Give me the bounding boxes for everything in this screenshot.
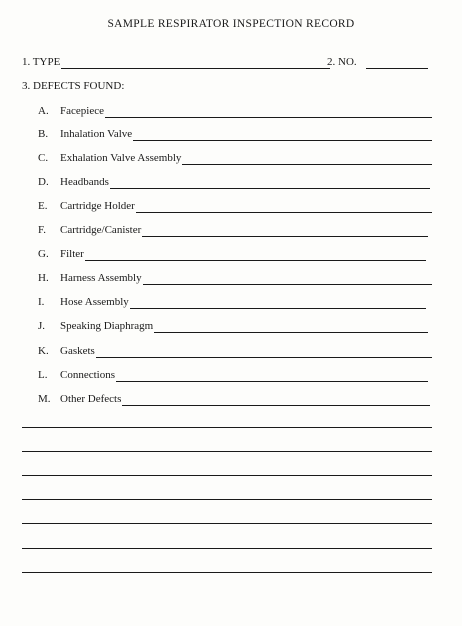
defect-row-speaking-diaphragm <box>38 319 428 333</box>
defect-label: E. Cartridge Holder <box>38 200 135 212</box>
notes-line[interactable] <box>22 548 432 549</box>
defect-field[interactable] <box>116 370 428 382</box>
defect-row-other-defects <box>38 392 430 406</box>
defect-field[interactable] <box>96 346 432 358</box>
defect-row-headbands <box>38 175 430 189</box>
defect-row-inhalation-valve <box>38 127 432 141</box>
defect-row-facepiece <box>38 104 432 118</box>
defect-label: K. Gaskets <box>38 345 95 357</box>
form-title: SAMPLE RESPIRATOR INSPECTION RECORD <box>107 18 355 30</box>
type-row <box>22 55 330 69</box>
defect-label: C. Exhalation Valve Assembly <box>38 152 182 164</box>
notes-line[interactable] <box>22 523 432 524</box>
defect-field[interactable] <box>105 106 432 118</box>
notes-line[interactable] <box>22 499 432 500</box>
defect-label: F. Cartridge/Canister <box>38 224 142 236</box>
defect-label: D. Headbands <box>38 176 109 188</box>
defect-field[interactable] <box>85 249 426 261</box>
defect-label: G. Filter <box>38 248 84 260</box>
defect-row-harness-assembly <box>38 271 432 285</box>
defect-row-exhalation-valve <box>38 151 432 165</box>
defect-label: L. Connections <box>38 369 115 381</box>
defect-row-filter <box>38 247 426 261</box>
notes-line[interactable] <box>22 475 432 476</box>
defect-label: H. Harness Assembly <box>38 272 142 284</box>
defect-label: A. Facepiece <box>38 105 104 117</box>
defect-label: B. Inhalation Valve <box>38 128 133 140</box>
defect-field[interactable] <box>182 153 432 165</box>
defects-heading: 3. DEFECTS FOUND: <box>22 80 125 92</box>
defect-field[interactable] <box>142 225 428 237</box>
notes-line[interactable] <box>22 427 432 428</box>
defect-label: I. Hose Assembly <box>38 296 129 308</box>
defect-label: M. Other Defects <box>38 393 122 405</box>
defect-label: J. Speaking Diaphragm <box>38 320 154 332</box>
defect-field[interactable] <box>122 394 430 406</box>
defect-row-cartridge-canister <box>38 223 428 237</box>
number-row <box>327 55 428 69</box>
type-label: 1. TYPE <box>22 56 61 68</box>
defect-field[interactable] <box>130 297 426 309</box>
defect-field[interactable] <box>154 321 428 333</box>
defect-row-gaskets <box>38 344 432 358</box>
defect-field[interactable] <box>143 273 432 285</box>
type-field[interactable] <box>61 57 330 69</box>
notes-line[interactable] <box>22 451 432 452</box>
number-field[interactable] <box>366 57 428 69</box>
defect-field[interactable] <box>110 177 430 189</box>
defect-field[interactable] <box>133 129 432 141</box>
defect-field[interactable] <box>136 201 432 213</box>
defect-row-hose-assembly <box>38 295 426 309</box>
defect-row-cartridge-holder <box>38 199 432 213</box>
notes-line[interactable] <box>22 572 432 573</box>
number-label: 2. NO. <box>327 56 357 68</box>
defect-row-connections <box>38 368 428 382</box>
